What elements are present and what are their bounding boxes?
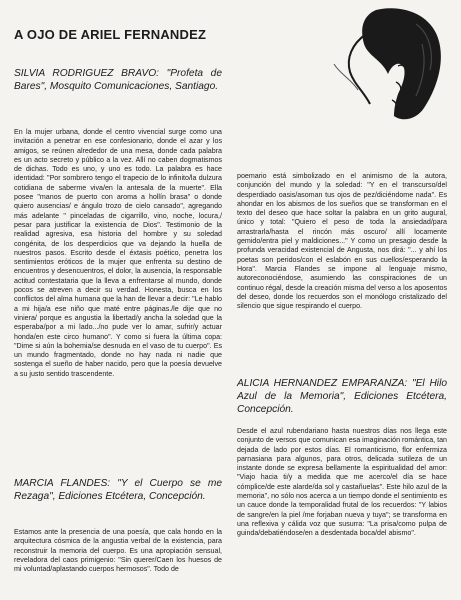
review-body-continued: poemario está simbolizado en el animismo de la autora, conjunción del mundo y la soledad: "Y en el transcurso/del desperdiado oasis/asoman tus ojos de pez/diciéndome nada". Es ahondar en los abismos de los sueños que se transforman en el texto del deseo que hace soltar la palabra en un grito augural, único y total: "Quiero el peso de toda la ansiedad/para arrastrarla/hasta el rincón más oscuro/ allí locamente gemido/entra piel y maldiciones..." Y como un presagio desde la profunda veracidad existencial de Angusta, nos dirá: "... y ahí los poetas son peridos/con el eslabón en sus cuellos/esperando la Hora". Marcia Flandes se impone al lenguaje mismo, autoreconociéndose, asumiendo las conspiraciones de un continuo régal, desde la creación misma del verso a los aposentos del deseo, donde los recuerdos son el monólogo cristalizado del silencio que sigue respirando el cuerpo.	[237, 172, 447, 311]
review-body: Estamos ante la presencia de una poesía, que cala hondo en la arquitectura cósmica de la angustia verbal de la existencia, para reconstruir la memoria del cuerpo. Es una apropiación sensual, reveladora del caos primigenio: "Sin querer/Caen los huesos de mi voluntad/aplastando cuerpos hermosos". Todo de	[14, 528, 222, 574]
author-portrait-image	[306, 4, 454, 122]
review-body: En la mujer urbana, donde el centro vivencial surge como una invitación a penetrar en ese confesionario, donde el azar y los amigos, se reúnen alrededor de una mesa, donde cada palabra es un acto secreto y público a la vez. Allí no caben dogmatismos de dichas. Todo es uno, y uno es todo. La palabra es hace identidad: "Por sombrero tengo el trapecio de lo infinito/la dulzura cotidiana de saberme viva/en la antesala de la muerte". Ella posee "manos de puerto con aroma a hollín brasa" o donde quiero ausencias/ e ángulo trozo de cielo cansado", agregando más adelante " pinceladas de cigarrillo, vino, noche, locura,/ pesar para justificar la existencia de Dios". Testimonio de la realidad agresiva, esa historia del hombre y su soledad congénita, de los desperdicios que va dejando la huella de nuestros pasos. Escrito desde el éxtasis poético, penetra los sentimientos eróticos de la mujer que enfrenta su destino de encuentros y desencuentros, el dolor, la ausencia, la responsable actitud contestataria que la lleva a enfrentarse al mundo, donde pocos se atreven a decir su verdad. Honesta, busca en los conflictos del alma humana que la han de llevar a decir: "Le hablo a mi hija/a ese niño que maté entre páginas./le dije que no viniera/ porque es angustia la libertad/y ancha la soledad que la esperaba/por a mi lado.../no pude ver lo amar, sufrir/y actuar honda/en este circo humano". Y como si fuera la última copa: "Dime si aún la bohemia/se desnuda en el vaso de tu cuerpo". Es un mundo fragmentado, donde no hay nada ni nadie que sostenga el sueño de haber nacido, pero que la poesía devuelve a su justo sentido trascendente.	[14, 128, 222, 378]
review-heading: SILVIA RODRIGUEZ BRAVO: "Profeta de Bares", Mosquito Comunicaciones, Santiago.	[14, 68, 222, 92]
page-title: A OJO DE ARIEL FERNANDEZ	[14, 27, 207, 42]
review-body: Desde el azul rubendariano hasta nuestros días nos llega este conjunto de versos que comunican esa imaginación romántica, tan dejada de lado por estos días. El romanticismo, flor enfermiza parnasiana para algunos, para otros, delicada sutileza de un instante donde se expresa bellamente la espiritualidad del amor: "Viajo hacia ti/y a medida que me acerco/el día se hace cómplice/de este alarde/da sol y castañuelas". Este hilo azul de la memoria", no sólo nos acerca a un tiempo donde el sentimiento es un cauce donde la temporalidad frutal de los recuerdos: "Y labios de sangre/en la piel /me forjaban nueva y tuya"; se transforma en una reflexiva y cálida voz que susurra: "La prisa/como pulpa de guinda/debatiéndose/en a desdentada boca/del abismo".	[237, 427, 447, 538]
review-heading: MARCIA FLANDES: "Y el Cuerpo se me Rezaga", Ediciones Etcétera, Concepción.	[14, 478, 222, 502]
review-heading: ALICIA HERNANDEZ EMPARANZA: "El Hilo Azul de la Memoria", Ediciones Etcétera, Concepción.	[237, 378, 447, 415]
